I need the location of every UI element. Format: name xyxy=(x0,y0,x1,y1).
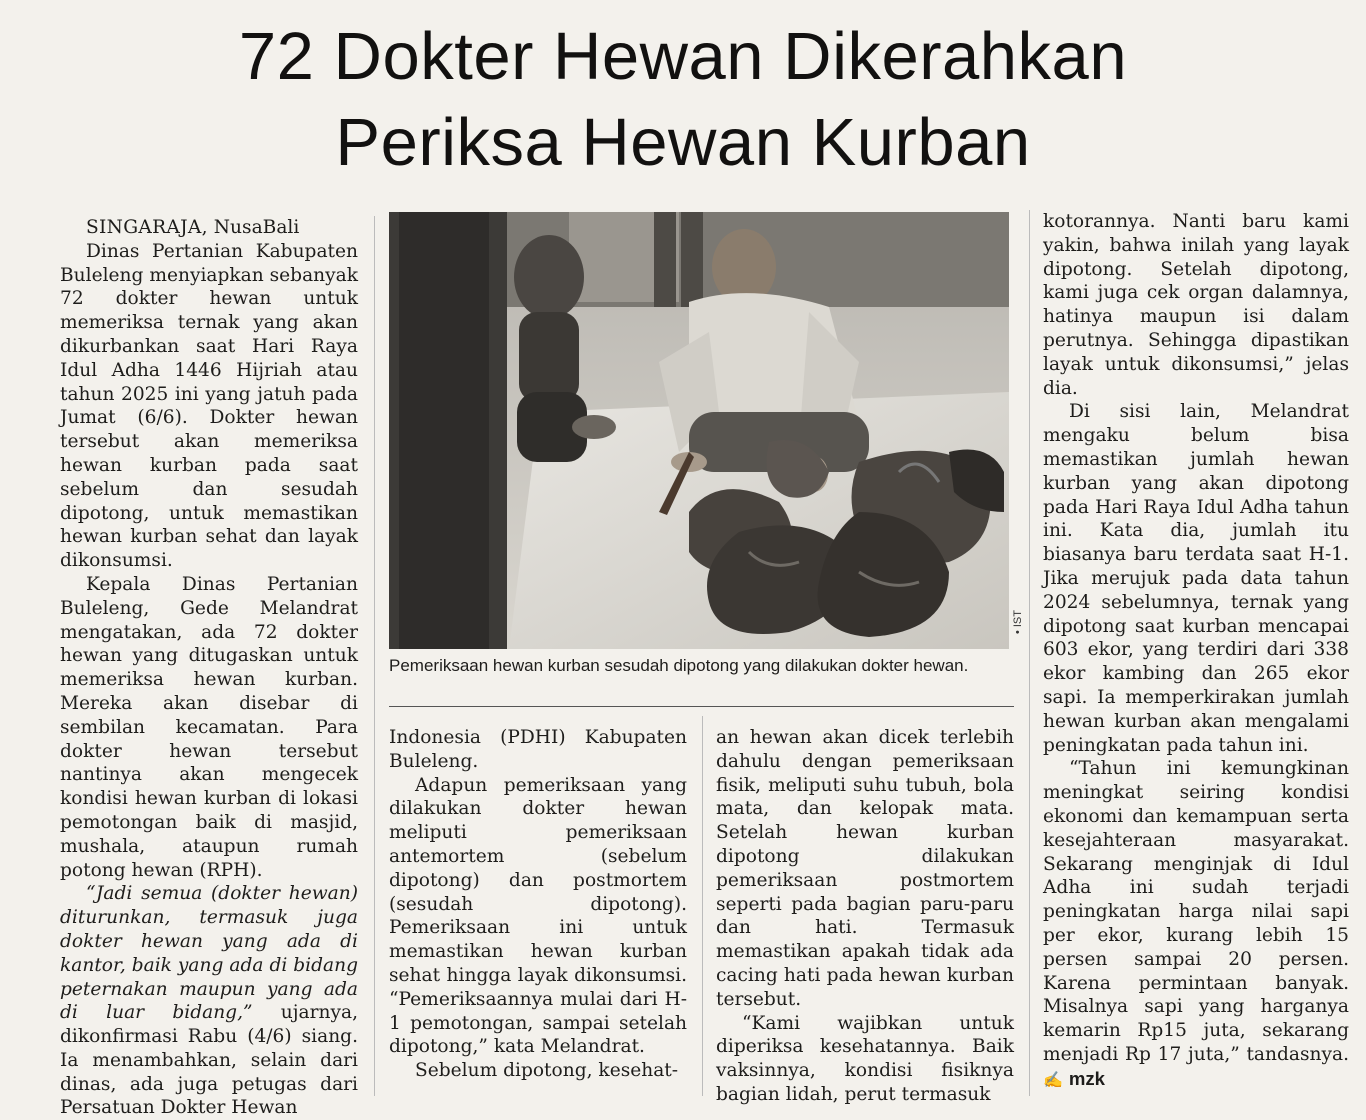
photo-credit: • IST xyxy=(1012,610,1024,635)
dateline-source: NusaBali xyxy=(213,217,300,238)
article-column-3 xyxy=(716,726,1014,1107)
paragraph xyxy=(1043,757,1349,1091)
paragraph: Dinas Pertanian Kabupaten Buleleng menyiapkan sebanyak 72 dokter hewan untuk memeriksa ternak yang akan dikurbankan saat Hari Raya Idul Adha 1446 Hijriah atau tahun 2025 ini yang jatuh pada Jumat (6/6). Dokter hewan tersebut akan memeriksa hewan kurban pada saat sebelum dan sesudah dipotong, untuk memastikan hewan kurban sehat dan layak dikonsumsi. xyxy=(60,240,358,572)
news-photo xyxy=(389,212,1009,649)
photo-illustration xyxy=(389,212,1009,649)
column-divider xyxy=(702,716,703,1096)
column-divider xyxy=(374,216,375,1096)
article-column-4 xyxy=(1043,210,1349,1091)
paragraph: kotorannya. Nanti baru kami yakin, bahwa inilah yang layak dipotong. Setelah dipotong, kami juga cek organ dalamnya, hatinya maupun isi dalam perutnya. Sehingga dipastikan layak untuk dikonsumsi,” jelas dia. xyxy=(1043,211,1349,399)
headline-line-1: 72 Dokter Hewan Dikerahkan xyxy=(238,19,1128,94)
paragraph: Kepala Dinas Pertanian Buleleng, Gede Melandrat mengatakan, ada 72 dokter hewan yang ditugaskan untuk memeriksa hewan kurban. Mereka akan disebar di sembilan kecamatan. Para dokter hewan tersebut nantinya akan mengecek kondisi hewan kurban di lokasi pemotongan baik di masjid, mushala, ataupun rumah potong hewan (RPH). xyxy=(60,573,358,881)
headline-line-2: Periksa Hewan Kurban xyxy=(335,105,1031,180)
article-column-1 xyxy=(60,216,358,1120)
photo-caption: Pemeriksaan hewan kurban sesudah dipotong yang dilakukan dokter hewan. xyxy=(389,656,969,675)
paragraph-quote xyxy=(60,882,358,1120)
paragraph: Di sisi lain, Melandrat mengaku belum bisa memastikan jumlah hewan kurban yang akan dipotong pada Hari Raya Idul Adha tahun ini. Kata dia, jumlah itu biasanya baru terdata saat H-1. Jika merujuk pada data tahun 2024 sebelumnya, ternak yang dipotong saat kurban mencapai 603 ekor, yang terdiri dari 338 ekor kambing dan 265 ekor sapi. Ia memperkirakan jumlah hewan kurban akan mengalami peningkatan pada tahun ini. xyxy=(1043,401,1349,756)
paragraph: Indonesia (PDHI) Kabupaten Buleleng. xyxy=(389,727,687,772)
closing-quote: “Tahun ini kemungkinan meningkat seiring kondisi ekonomi dan kemampuan serta kesejahteraan masyarakat. Sekarang menginjak di Idul Adha ini sudah terjadi peningkatan harga nilai sapi per ekor, kurang lebih 15 persen sampai 20 persen. Karena permintaan banyak. Misalnya sapi yang harganya kemarin Rp15 juta, sekarang menjadi Rp 17 juta,” tandasnya. xyxy=(1043,758,1349,1065)
quote-text: “Jadi semua (dokter hewan) diturunkan, termasuk juga dokter hewan yang ada di kantor, baik yang ada di bidang peternakan maupun yang ada di luar bidang,” xyxy=(60,883,358,1024)
paragraph: Sebelum dipotong, kesehat- xyxy=(415,1060,679,1082)
column-divider xyxy=(1029,210,1030,1096)
caption-divider xyxy=(389,706,1014,707)
headline xyxy=(0,14,1366,186)
dateline xyxy=(60,216,358,240)
article-column-2 xyxy=(389,726,687,1083)
author-initials: mzk xyxy=(1068,1067,1106,1089)
paragraph: an hewan akan dicek terlebih dahulu dengan pemeriksaan fisik, meliputi suhu tubuh, bola mata, dan kelopak mata. Setelah hewan kurban dipotong dilakukan pemeriksaan postmortem seperti pada bagian paru-paru dan hati. Termasuk memastikan apakah tidak ada cacing hati pada hewan kurban tersebut. xyxy=(716,727,1014,1010)
pen-icon: ✍ xyxy=(1043,1069,1063,1089)
dateline-city: SINGARAJA, xyxy=(86,217,208,238)
paragraph: “Kami wajibkan untuk diperiksa kesehatannya. Baik vaksinnya, kondisi fisiknya bagian lidah, perut termasuk xyxy=(716,1012,1014,1105)
quote-attribution: ujarnya, dikonfirmasi Rabu (4/6) siang. Ia menambahkan, selain dari dinas, ada juga petugas dari Persatuan Dokter Hewan xyxy=(60,1002,358,1119)
paragraph: Adapun pemeriksaan yang dilakukan dokter hewan meliputi pemeriksaan antemortem (sebelum dipotong) dan postmortem (sesudah dipotong). Pemeriksaan ini untuk memastikan hewan kurban sehat hingga layak dikonsumsi. “Pemeriksaannya mulai dari H-1 pemotongan, sampai setelah dipotong,” kata Melandrat. xyxy=(389,774,687,1058)
